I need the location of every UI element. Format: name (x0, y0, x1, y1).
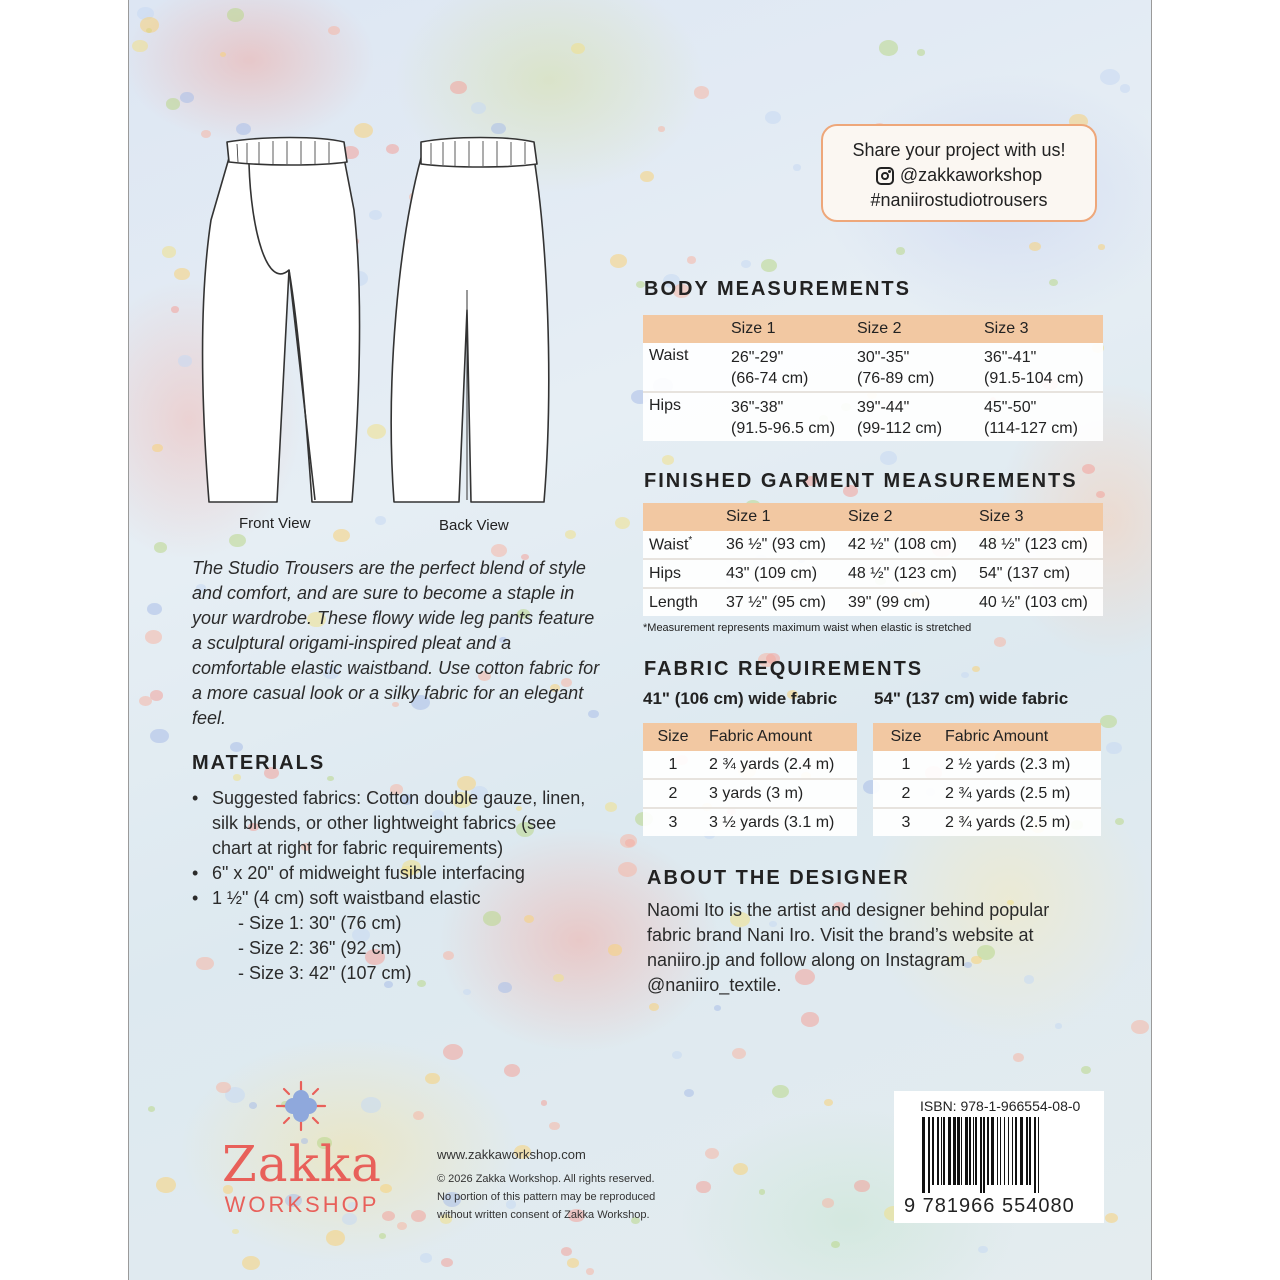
amount-cell: 2 ¾ yards (2.4 m) (703, 751, 857, 779)
watercolor-speck (831, 1241, 840, 1248)
barcode-bar (1015, 1117, 1017, 1185)
watercolor-speck (166, 98, 180, 109)
watercolor-speck (227, 8, 244, 22)
watercolor-speck (608, 944, 623, 956)
watercolor-speck (420, 1253, 432, 1262)
watercolor-speck (880, 451, 897, 465)
watercolor-speck (684, 1089, 694, 1097)
website-link[interactable]: www.zakkaworkshop.com (437, 1147, 586, 1162)
watercolor-speck (443, 1044, 463, 1060)
watercolor-speck (854, 1180, 870, 1192)
amount-cell: 2 ½ yards (2.3 m) (939, 751, 1101, 779)
barcode-bar (948, 1117, 951, 1185)
watercolor-speck (229, 534, 246, 547)
watercolor-speck (761, 259, 777, 272)
table-cell: 42 ½" (108 cm) (842, 531, 973, 559)
blank-header (643, 315, 725, 343)
body-measurements-table (643, 315, 1103, 441)
size-header: Size 2 (842, 503, 973, 531)
watercolor-speck (1106, 742, 1122, 755)
watercolor-speck (413, 1111, 424, 1120)
materials-heading: MATERIALS (192, 752, 326, 774)
watercolor-speck (793, 164, 802, 171)
watercolor-speck (1055, 1023, 1062, 1028)
watercolor-speck (765, 111, 782, 124)
watercolor-speck (1098, 244, 1105, 249)
size-header: Size 3 (978, 315, 1103, 343)
about-text: Naomi Ito is the artist and designer behind popular fabric brand Nani Iro. Visit the brand’s website at naniiro.jp and follow along on Instagram @naniiro_textile. (647, 900, 1050, 995)
watercolor-speck (471, 102, 487, 115)
watercolor-speck (565, 530, 576, 539)
brand-logo (197, 1136, 407, 1218)
watercolor-speck (220, 52, 226, 57)
table-cell: 48 ½" (123 cm) (973, 531, 1103, 559)
table-cell: 48 ½" (123 cm) (842, 559, 973, 588)
barcode-bar (961, 1117, 962, 1185)
share-line: Share your project with us! (852, 140, 1066, 160)
watercolor-speck (610, 254, 628, 268)
watercolor-speck (672, 1051, 682, 1059)
table-header-row (873, 723, 1101, 751)
watercolor-speck (148, 1106, 155, 1112)
barcode-bar (957, 1117, 960, 1185)
watercolor-speck (694, 86, 709, 98)
watercolor-speck (571, 43, 585, 54)
elastic-size-item: - Size 3: 42" (107 cm) (238, 963, 412, 983)
row-label (643, 559, 720, 588)
watercolor-speck (618, 862, 638, 878)
watercolor-speck (1096, 491, 1105, 499)
watercolor-speck (139, 696, 151, 706)
watercolor-speck (379, 1233, 386, 1239)
barcode-bar (983, 1117, 985, 1193)
measure-cm: (99-112 cm) (857, 420, 943, 437)
watercolor-speck (411, 1210, 426, 1222)
flower-icon (275, 1080, 327, 1132)
size-header: Size 1 (725, 315, 851, 343)
share-box (821, 124, 1097, 222)
table-header-row (643, 315, 1103, 343)
table-row (643, 808, 857, 836)
size-cell: 3 (643, 808, 703, 836)
measure-in: 36"-41" (984, 349, 1037, 366)
table-cell: 40 ½" (103 cm) (973, 588, 1103, 616)
barcode-bar (1038, 1117, 1039, 1193)
watercolor-speck (1120, 84, 1130, 92)
table-row (873, 751, 1101, 779)
finished-measurements-table (643, 503, 1103, 616)
watercolor-speck (375, 516, 385, 524)
list-item: • Suggested fabrics: Cotton double gauze, linen, silk blends, or other lightweight fabrics (see chart at right for fabric requirements) (192, 786, 592, 861)
watercolor-speck (896, 247, 905, 254)
table-cell: 36 ½" (93 cm) (720, 531, 842, 559)
watercolor-speck (549, 1122, 559, 1130)
fabric-table-1-title: 41" (106 cm) wide fabric (643, 689, 838, 708)
watercolor-speck (327, 776, 334, 782)
fabric-table-2-title: 54" (137 cm) wide fabric (874, 689, 1069, 708)
barcode-bar (991, 1117, 994, 1185)
barcode-bar (1034, 1117, 1036, 1193)
barcode-bar (1029, 1117, 1031, 1185)
barcode-bar (941, 1117, 942, 1185)
watercolor-speck (1115, 818, 1124, 825)
instagram-handle: @zakkaworkshop (899, 165, 1043, 185)
table-cell (851, 392, 978, 441)
finished-measurements-heading: FINISHED GARMENT MEASUREMENTS (644, 470, 1078, 492)
amount-cell: 2 ¾ yards (2.5 m) (939, 779, 1101, 808)
legal-line: No portion of this pattern may be reproduced (437, 1191, 656, 1203)
table-cell (978, 392, 1103, 441)
measure-cm: (66-74 cm) (731, 370, 809, 387)
front-view-drawing (203, 138, 360, 503)
table-row (643, 559, 1103, 588)
materials-list (192, 786, 592, 986)
watercolor-speck (733, 1163, 748, 1175)
size-cell: 2 (643, 779, 703, 808)
size-header: Size 2 (851, 315, 978, 343)
fabric-table-41 (643, 723, 857, 836)
table-row (643, 779, 857, 808)
row-label-text: Length (649, 593, 698, 611)
amount-header: Fabric Amount (703, 723, 857, 751)
watercolor-speck (1081, 1066, 1091, 1074)
table-row (643, 588, 1103, 616)
watercolor-speck (1100, 715, 1116, 728)
body-measurements-heading: BODY MEASUREMENTS (644, 278, 911, 300)
barcode-digits: 9 781966 554080 (904, 1195, 1075, 1217)
watercolor-speck (917, 49, 925, 55)
watercolor-speck (759, 1189, 766, 1194)
barcode-icon (920, 1117, 1092, 1193)
watercolor-speck (714, 1005, 721, 1011)
watercolor-speck (615, 517, 631, 529)
measure-in: 39"-44" (857, 399, 910, 416)
row-label-text: Hips (649, 564, 682, 582)
measure-cm: (76-89 cm) (857, 370, 935, 387)
row-label-text: Waist (649, 536, 689, 554)
measure-cm: (91.5-104 cm) (984, 370, 1084, 387)
barcode-bar (997, 1117, 998, 1185)
watercolor-speck (1082, 464, 1095, 475)
watercolor-speck (1029, 242, 1041, 252)
finished-footnote: *Measurement represents maximum waist when elastic is stretched (643, 622, 972, 634)
watercolor-speck (961, 672, 969, 678)
brand-name: Zakka (222, 1135, 382, 1193)
watercolor-speck (145, 630, 162, 644)
measure-cm: (91.5-96.5 cm) (731, 420, 836, 437)
watercolor-speck (772, 1085, 789, 1099)
measure-in: 36"-38" (731, 399, 784, 416)
watercolor-speck (147, 603, 162, 615)
table-header-row (643, 503, 1103, 531)
row-label (643, 531, 720, 559)
watercolor-speck (326, 1230, 346, 1246)
barcode-bar (928, 1117, 930, 1193)
row-label: Hips (643, 392, 725, 441)
table-row (873, 808, 1101, 836)
watercolor-speck (687, 256, 696, 263)
watercolor-speck (150, 729, 168, 744)
size-cell: 2 (873, 779, 939, 808)
table-cell: 39" (99 cm) (842, 588, 973, 616)
isbn-label: ISBN: 978-1-966554-08-0 (920, 1098, 1081, 1114)
watercolor-speck (640, 171, 654, 182)
table-cell (978, 343, 1103, 392)
table-cell (725, 343, 851, 392)
pattern-description: The Studio Trousers are the perfect blend of style and comfort, and are sure to become a staple in your wardrobe. These flowy wide leg pants feature a sculptural origami-inspired pleat and a comfortable elastic waistband. Use cotton fabric for a more casual look or a silky fabric for an elegant feel. (192, 558, 600, 728)
watercolor-speck (605, 802, 618, 812)
watercolor-speck (154, 542, 168, 553)
elastic-size-item: - Size 2: 36" (92 cm) (238, 938, 402, 958)
watercolor-speck (1105, 1213, 1118, 1223)
table-row (643, 392, 1103, 441)
watercolor-speck (1049, 279, 1058, 286)
trousers-illustration (189, 130, 569, 510)
barcode-bar (965, 1117, 968, 1185)
barcode-bar (987, 1117, 989, 1185)
watercolor-speck (586, 1268, 594, 1274)
amount-header: Fabric Amount (939, 723, 1101, 751)
watercolor-speck (150, 690, 163, 701)
size-header: Size (873, 723, 939, 751)
watercolor-speck (696, 1181, 710, 1192)
watercolor-speck (397, 1222, 407, 1230)
amount-cell: 2 ¾ yards (2.5 m) (939, 808, 1101, 836)
watercolor-speck (180, 92, 193, 103)
about-heading: ABOUT THE DESIGNER (647, 867, 910, 889)
watercolor-speck (230, 742, 243, 752)
size-header: Size 1 (720, 503, 842, 531)
table-cell (725, 392, 851, 441)
watercolor-speck (1100, 69, 1120, 85)
watercolor-speck (561, 1247, 572, 1256)
measure-in: 45"-50" (984, 399, 1037, 416)
table-cell: 37 ½" (95 cm) (720, 588, 842, 616)
size-header: Size (643, 723, 703, 751)
watercolor-speck (504, 1064, 520, 1077)
legal-block (437, 1146, 655, 1224)
watercolor-speck (541, 1100, 548, 1105)
watercolor-speck (801, 1012, 819, 1026)
watercolor-speck (978, 1246, 987, 1254)
watercolor-speck (1131, 1020, 1149, 1034)
barcode-bar (943, 1117, 945, 1185)
watercolor-speck (333, 529, 350, 542)
back-view-drawing (391, 138, 549, 503)
list-item: • 6" x 20" of midweight fusible interfacing (192, 861, 592, 886)
footnote-mark: * (688, 534, 693, 546)
blank-header (643, 503, 720, 531)
watercolor-speck (216, 1082, 231, 1094)
watercolor-speck (132, 40, 147, 52)
elastic-size-item: - Size 1: 30" (76 cm) (238, 913, 402, 933)
table-cell (851, 343, 978, 392)
table-row (873, 779, 1101, 808)
watercolor-speck (450, 81, 467, 95)
barcode-bar (1026, 1117, 1028, 1185)
watercolor-speck (242, 1256, 260, 1271)
row-label: Waist (643, 343, 725, 392)
table-row (643, 343, 1103, 392)
isbn-barcode-box (894, 1091, 1104, 1223)
front-view-label: Front View (239, 515, 311, 532)
measure-in: 30"-35" (857, 349, 910, 366)
watercolor-speck (620, 834, 637, 848)
amount-cell: 3 ½ yards (3.1 m) (703, 808, 857, 836)
measure-cm: (114-127 cm) (984, 420, 1078, 437)
table-cell: 54" (137 cm) (973, 559, 1103, 588)
row-label (643, 588, 720, 616)
watercolor-speck (567, 1258, 579, 1268)
barcode-bar (932, 1117, 934, 1185)
barcode-bar (922, 1117, 925, 1193)
instagram-icon (876, 167, 894, 185)
measure-in: 26"-29" (731, 349, 784, 366)
table-cell: 43" (109 cm) (720, 559, 842, 588)
fabric-requirements-heading: FABRIC REQUIREMENTS (644, 658, 924, 680)
barcode-bar (980, 1117, 982, 1193)
brand-subname: WORKSHOP (224, 1192, 380, 1217)
watercolor-speck (156, 1177, 176, 1193)
size-cell: 1 (643, 751, 703, 779)
barcode-bar (1012, 1117, 1013, 1185)
barcode-bar (1004, 1117, 1005, 1185)
legal-line: without written consent of Zakka Workshop. (437, 1209, 650, 1221)
watercolor-speck (658, 126, 665, 131)
barcode-bar (973, 1117, 974, 1185)
barcode-bar (1020, 1117, 1023, 1185)
barcode-bar (1008, 1117, 1009, 1185)
watercolor-speck (140, 17, 159, 32)
list-item: • 1 ½" (4 cm) soft waistband elastic (192, 886, 592, 911)
barcode-bar (937, 1117, 939, 1185)
watercolor-speck (662, 455, 674, 465)
barcode-bar (953, 1117, 956, 1185)
watercolor-speck (233, 774, 241, 780)
size-cell: 1 (873, 751, 939, 779)
table-row (643, 531, 1103, 559)
barcode-bar (969, 1117, 971, 1185)
amount-cell: 3 yards (3 m) (703, 779, 857, 808)
watercolor-speck (649, 1003, 660, 1011)
size-header: Size 3 (973, 503, 1103, 531)
watercolor-speck (328, 26, 340, 35)
watercolor-speck (705, 1148, 719, 1159)
watercolor-speck (441, 1258, 453, 1267)
pattern-back-cover (128, 0, 1152, 1280)
watercolor-speck (822, 1198, 835, 1208)
watercolor-speck (972, 666, 980, 673)
watercolor-speck (824, 1099, 832, 1106)
watercolor-speck (162, 246, 176, 257)
barcode-bar (1000, 1117, 1001, 1185)
watercolor-speck (741, 260, 751, 268)
copyright: © 2026 Zakka Workshop. All rights reserved. (437, 1173, 655, 1185)
watercolor-speck (732, 1048, 746, 1059)
watercolor-speck (994, 637, 1006, 646)
table-row (643, 751, 857, 779)
watercolor-speck (361, 1097, 380, 1113)
watercolor-speck (232, 1229, 239, 1234)
watercolor-speck (249, 1102, 258, 1109)
watercolor-speck (171, 306, 179, 313)
watercolor-speck (1013, 1053, 1024, 1062)
hashtag: #naniirostudiotrousers (870, 190, 1048, 210)
watercolor-speck (463, 989, 471, 996)
fabric-table-54 (873, 723, 1101, 836)
back-view-label: Back View (439, 517, 509, 534)
table-header-row (643, 723, 857, 751)
watercolor-speck (879, 40, 899, 56)
watercolor-speck (425, 1073, 440, 1085)
watercolor-speck (174, 268, 190, 281)
size-cell: 3 (873, 808, 939, 836)
watercolor-speck (152, 444, 163, 452)
barcode-bar (975, 1117, 977, 1185)
